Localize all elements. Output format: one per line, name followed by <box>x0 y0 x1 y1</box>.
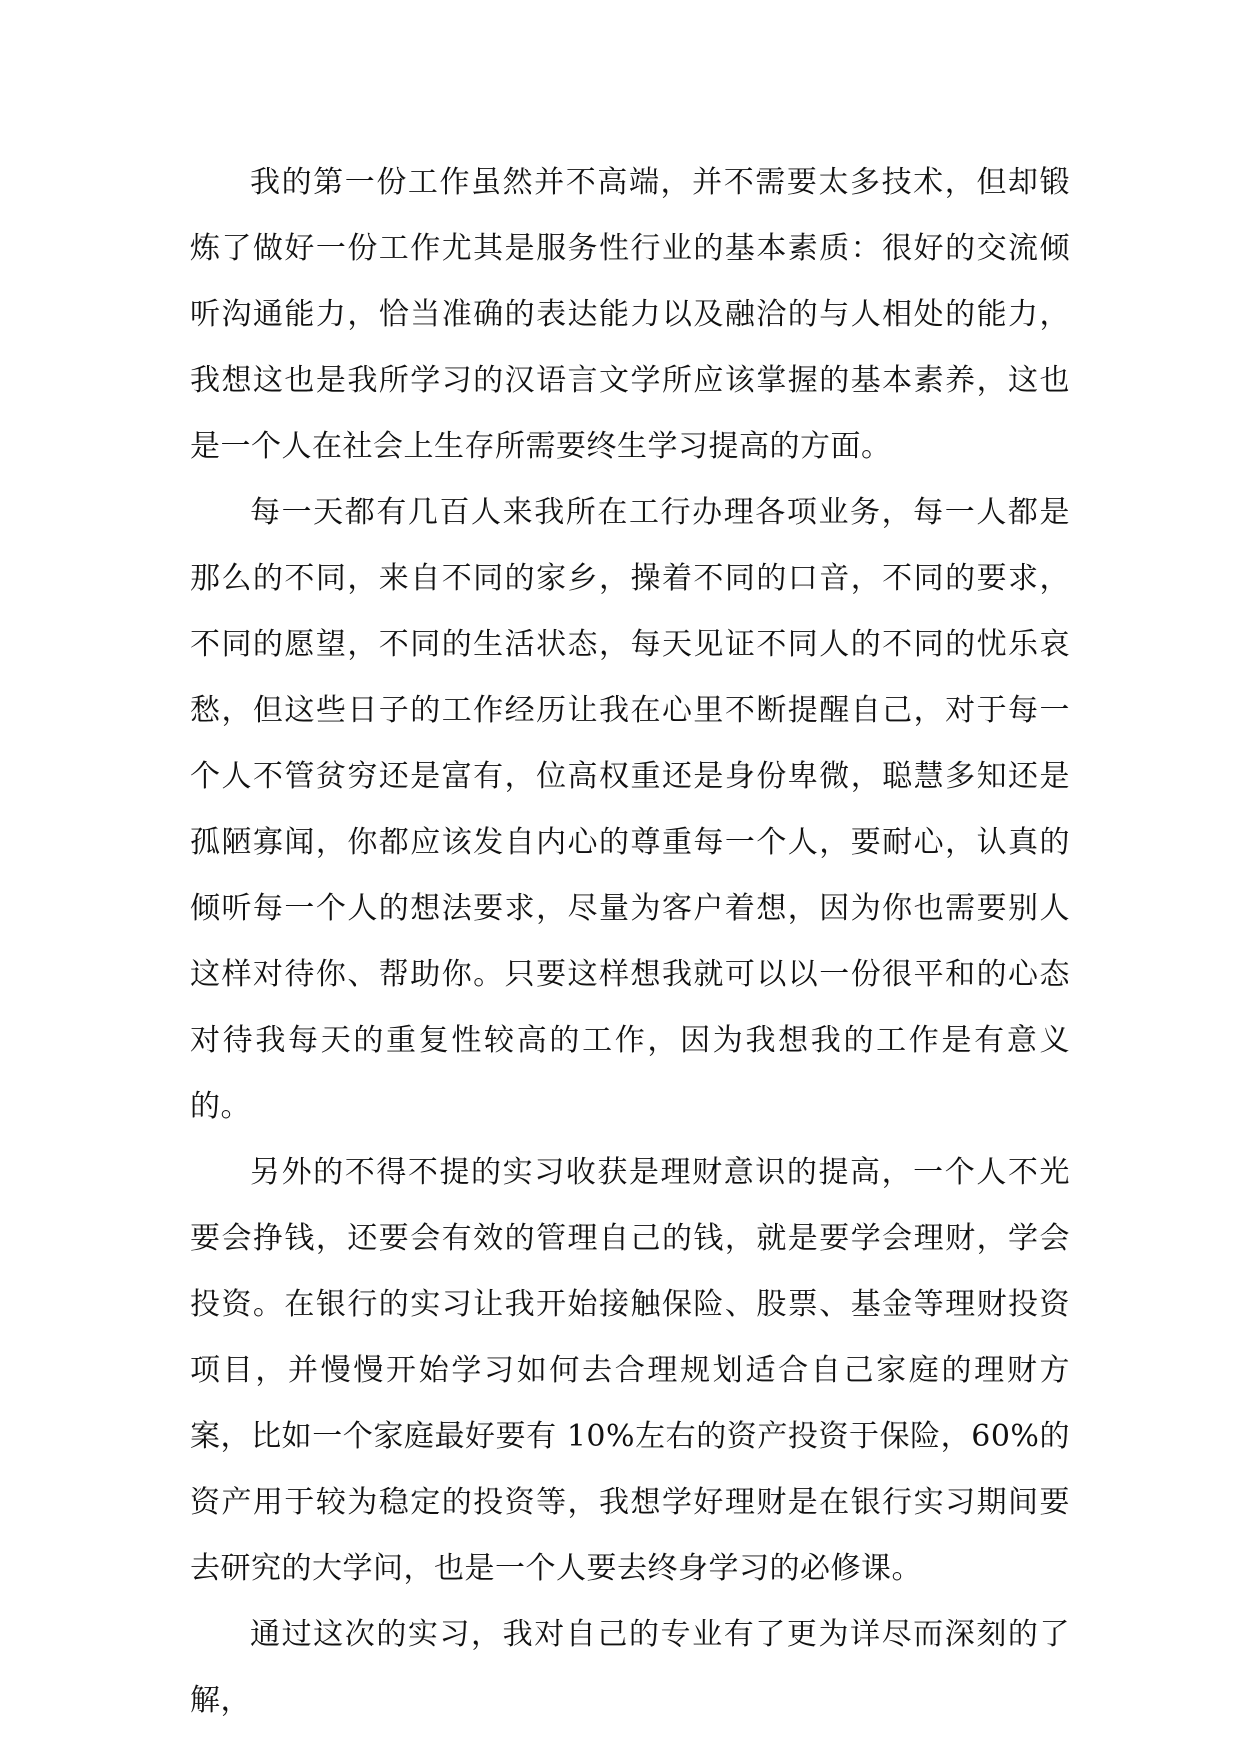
paragraph-finance: 另外的不得不提的实习收获是理财意识的提高，一个人不光要会挣钱，还要会有效的管理自己的钱，就是要学会理财，学会投资。在银行的实习让我开始接触保险、股票、基金等理财投资项目，并慢慢开始学习如何去合理规划适合自己家庭的理财方案，比如一个家庭最好要有 10%左右的资产投资于保险，60%的资产用于较为稳定的投资等，我想学好理财是在银行实习期间要去研究的大学问，也是一个人要去终身学习的必修课。 <box>190 1155 1070 1586</box>
paragraph-internship: 通过这次的实习，我对自己的专业有了更为详尽而深刻的了解， <box>190 1617 1070 1718</box>
document-body <box>190 150 1070 1734</box>
paragraph-first-job: 我的第一份工作虽然并不高端，并不需要太多技术，但却锻炼了做好一份工作尤其是服务性行业的基本素质：很好的交流倾听沟通能力，恰当准确的表达能力以及融洽的与人相处的能力，我想这也是我所学习的汉语言文学所应该掌握的基本素养，这也是一个人在社会上生存所需要终生学习提高的方面。 <box>190 165 1070 464</box>
paragraph-customers: 每一天都有几百人来我所在工行办理各项业务，每一人都是那么的不同，来自不同的家乡，操着不同的口音，不同的要求，不同的愿望，不同的生活状态，每天见证不同人的不同的忧乐哀愁，但这些日子的工作经历让我在心里不断提醒自己，对于每一个人不管贫穷还是富有，位高权重还是身份卑微，聪慧多知还是孤陋寡闻，你都应该发自内心的尊重每一个人，要耐心，认真的倾听每一个人的想法要求，尽量为客户着想，因为你也需要别人这样对待你、帮助你。只要这样想我就可以以一份很平和的心态对待我每天的重复性较高的工作，因为我想我的工作是有意义的。 <box>190 495 1070 1124</box>
